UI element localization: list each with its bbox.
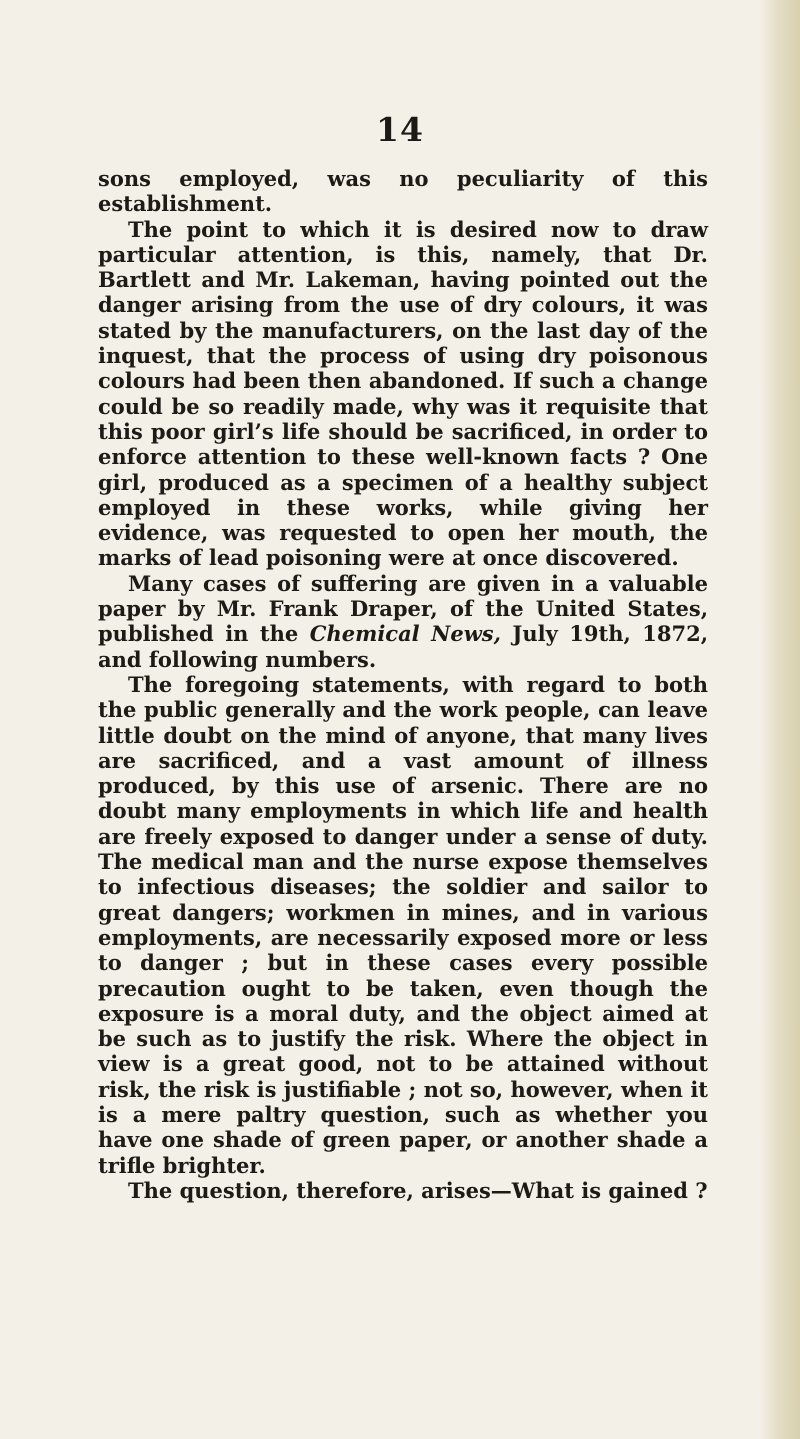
paragraph-3-after: July 19th, 1872, and following numbers. [98, 621, 709, 672]
paragraph-5: The question, therefore, arises—What is gained ? [128, 1177, 708, 1203]
paragraph-1: sons employed, was no peculiarity of this establishment. [98, 166, 708, 217]
body-text [98, 166, 708, 1203]
page-number: 14 [376, 110, 424, 149]
page-edge-shadow [760, 0, 800, 1439]
paragraph-3 [98, 571, 708, 672]
paragraph-2: The point to which it is desired now to draw particular attention, is this, namely, that Dr. Bartlett and Mr. Lakeman, having pointed out the danger arising from the use of dry colours, it was stated by the manufacturers, on the last day of the inquest, that the process of using dry poisonous colours had been then abandoned. If such a change could be so readily made, why was it requisite that this poor girl’s life should be sacrificed, in order to enforce attention to these well-known facts ? One girl, produced as a specimen of a healthy subject employed in these works, while giving her evidence, was requested to open her mouth, the marks of lead poisoning were at once discovered. [98, 216, 708, 571]
paragraph-4: The foregoing statements, with regard to both the public generally and the work people, can leave little doubt on the mind of anyone, that many lives are sacrificed, and a vast amount of illness produced, by this use of arsenic. There are no doubt many employments in which life and health are freely exposed to danger under a sense of duty. The medical man and the nurse expose themselves to infectious diseases; the soldier and sailor to great dangers; workmen in mines, and in various employments, are necessarily exposed more or less to danger ; but in these cases every possible precaution ought to be taken, even though the exposure is a moral duty, and the object aimed at be such as to justify the risk. Where the object in view is a great good, not to be attained without risk, the risk is justifiable ; not so, however, when it is a mere paltry question, such as whether you have one shade of green paper, or another shade a trifle brighter. [98, 671, 708, 1178]
paragraph-3-before: Many cases of suffering are given in a valuable paper by Mr. Frank Draper, of the United States, published in the [98, 570, 708, 647]
publication-title: Chemical News, [309, 621, 501, 647]
